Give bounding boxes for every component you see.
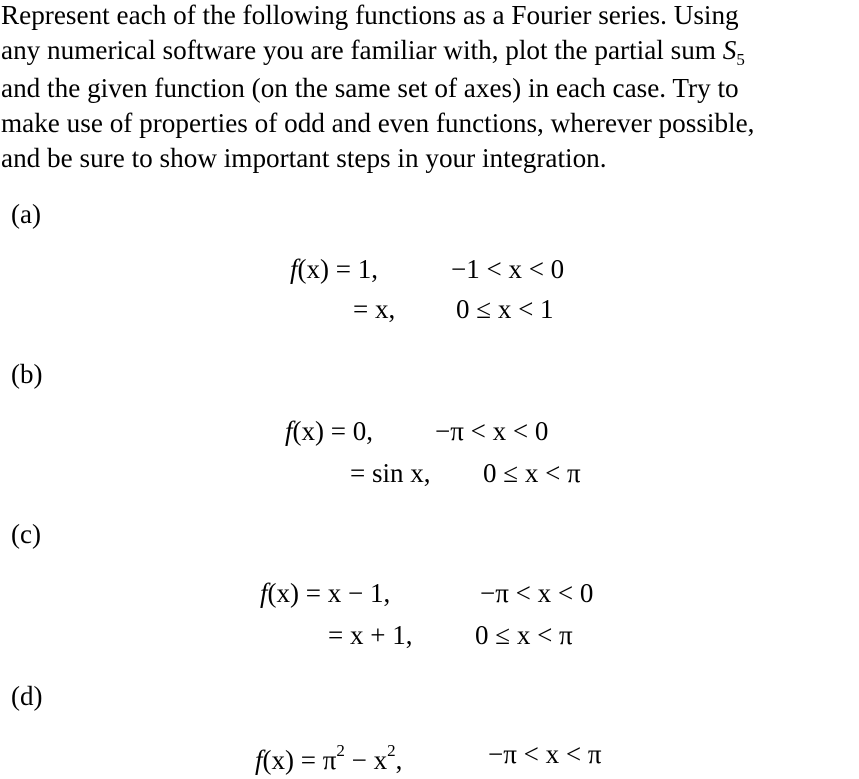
part-c-condition-1: −π < x < 0 [480,578,594,608]
intro-line-2-text: any numerical software you are familiar with, plot the partial sum [1,35,723,65]
intro-line-1: Represent each of the following functions as a Fourier series. Using [1,0,739,30]
part-b-label: (b) [11,359,43,389]
part-d-exponent-2: 2 [387,741,396,760]
problem-statement [1,0,841,176]
part-c-line-1 [260,576,390,610]
part-d-label: (d) [11,681,43,711]
part-a-label: (a) [11,199,41,229]
part-b-line-2-rhs: = sin x, [350,458,431,488]
part-b-line-1 [285,414,373,448]
part-d-condition-1: −π < x < π [488,739,602,769]
part-d-line-1-tail: , [395,745,403,775]
part-b-condition-1: −π < x < 0 [435,416,549,446]
part-a-condition-1: −1 < x < 0 [451,254,565,284]
part-d-line-1-mid: − x [344,745,388,775]
part-a-line-1 [290,252,378,286]
part-c-condition-2: 0 ≤ x < π [475,620,573,650]
part-c-function-name: f [260,578,268,608]
part-c-line-1-rhs: (x) = x − 1, [267,578,391,608]
part-b-condition-2: 0 ≤ x < π [483,458,581,488]
intro-line-5: and be sure to show important steps in your integration. [1,143,607,173]
part-d-exponent-1: 2 [336,741,345,760]
part-c-label: (c) [11,519,41,549]
intro-line-2 [1,33,841,71]
part-a-function-name: f [290,254,298,284]
part-a-line-2-rhs: = x, [353,294,396,324]
partial-sum-index: 5 [736,50,745,69]
part-a-line-1-rhs: (x) = 1, [297,254,378,284]
partial-sum-symbol: S [722,35,737,65]
part-b-function-name: f [285,416,293,446]
part-c-line-2-rhs: = x + 1, [328,620,413,650]
intro-line-3: and the given function (on the same set of axes) in each case. Try to [1,73,739,103]
part-d-line-1 [255,737,402,777]
part-a-condition-2: 0 ≤ x < 1 [456,294,554,324]
part-d-line-1-rhs: (x) = π [262,745,337,775]
part-d-function-name: f [255,745,263,775]
intro-line-4: make use of properties of odd and even functions, wherever possible, [1,108,755,138]
part-b-line-1-rhs: (x) = 0, [292,416,373,446]
